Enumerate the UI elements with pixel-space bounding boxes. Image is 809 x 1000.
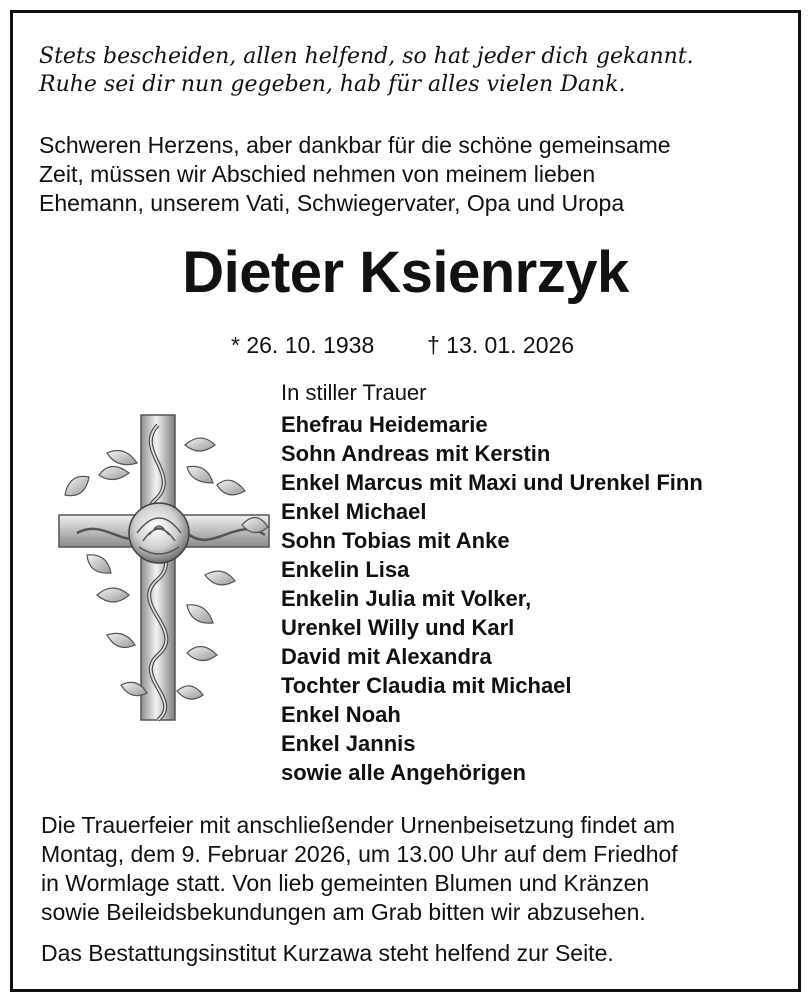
intro-line: Ehemann, unserem Vati, Schwiegervater, Opa und Uropa — [39, 190, 625, 216]
mourners-list — [281, 410, 703, 787]
intro-line: Zeit, müssen wir Abschied nehmen von meinem lieben — [39, 161, 596, 187]
cross-with-rose-icon — [37, 405, 277, 725]
mourner-line: Urenkel Willy und Karl — [281, 615, 515, 640]
birth-date: * 26. 10. 1938 — [231, 332, 375, 358]
service-details — [41, 811, 781, 927]
motto-line: Ruhe sei dir nun gegeben, hab für alles vielen Dank. — [39, 72, 626, 97]
service-line: Die Trauerfeier mit anschließender Urnenbeisetzung findet am — [41, 812, 676, 838]
deceased-name: Dieter Ksienrzyk — [182, 240, 629, 305]
mourner-line: sowie alle Angehörigen — [281, 760, 526, 785]
mourning-intro: In stiller Trauer — [281, 380, 427, 405]
service-line: Montag, dem 9. Februar 2026, um 13.00 Uhr auf dem Friedhof — [41, 841, 678, 867]
mourner-line: Sohn Andreas mit Kerstin — [281, 441, 551, 466]
mourner-line: Enkelin Julia mit Volker, — [281, 586, 532, 611]
mourner-line: Enkel Noah — [281, 702, 401, 727]
intro-line: Schweren Herzens, aber dankbar für die schöne gemeinsame — [39, 132, 671, 158]
mourner-line: Ehefrau Heidemarie — [281, 412, 488, 437]
mourner-line: David mit Alexandra — [281, 644, 492, 669]
mourner-line: Tochter Claudia mit Michael — [281, 673, 572, 698]
obituary-frame — [10, 10, 801, 992]
motto-verse — [39, 43, 694, 99]
intro-text — [39, 131, 779, 218]
motto-line: Stets bescheiden, allen helfend, so hat jeder dich gekannt. — [39, 44, 694, 69]
mourner-line: Enkel Michael — [281, 499, 427, 524]
mourner-line: Enkel Jannis — [281, 731, 416, 756]
service-line: in Wormlage statt. Von lieb gemeinten Blumen und Kränzen — [41, 870, 650, 896]
death-date: † 13. 01. 2026 — [427, 332, 575, 358]
mourner-line: Enkelin Lisa — [281, 557, 410, 582]
service-line: sowie Beileidsbekundungen am Grab bitten wir abzusehen. — [41, 899, 646, 925]
mourner-line: Enkel Marcus mit Maxi und Urenkel Finn — [281, 470, 703, 495]
closing-note: Das Bestattungsinstitut Kurzawa steht helfend zur Seite. — [41, 940, 614, 966]
mourner-line: Sohn Tobias mit Anke — [281, 528, 510, 553]
